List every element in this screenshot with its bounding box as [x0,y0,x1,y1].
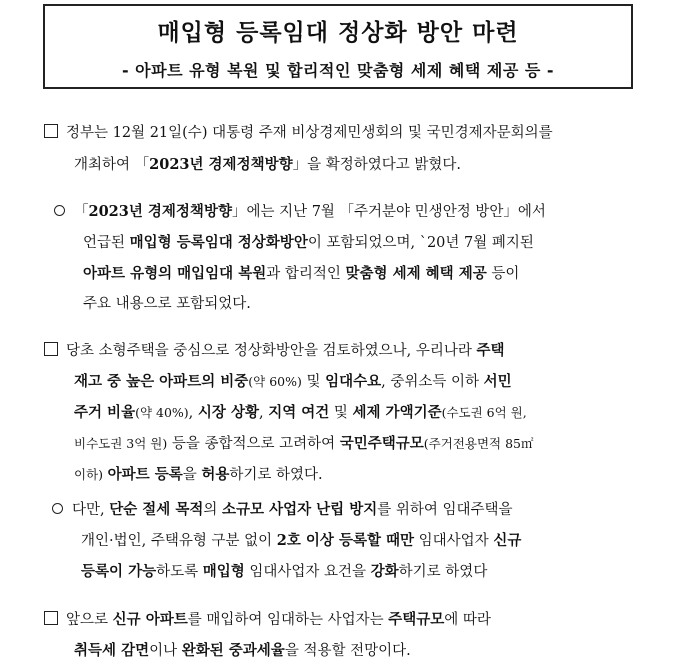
body-text: 을 [182,467,202,483]
emphasis-text: 주택규모 [388,611,445,628]
square-bullet-icon [44,124,58,138]
page-subtitle: - 아파트 유형 복원 및 합리적인 맞춤형 세제 혜택 제공 등 - [121,61,555,80]
body-text: 임대사업자 [414,533,494,549]
body-text: 의 [203,502,222,518]
body-text: 이 포함되었으며, `20년 7월 폐지된 [307,235,534,251]
emphasis-text: 서민 [483,373,512,390]
text-line [44,149,634,180]
body-text: 를 매입하여 임대하는 사업자는 [187,612,389,628]
emphasis-text: 2호 이상 등록할 때만 [276,532,415,549]
emphasis-text: 강화 [370,563,399,580]
body-text: 이하) [74,467,104,482]
emphasis-text: 2023년 경제정책방향 [88,203,232,220]
body-text: (약 60%) [248,374,302,389]
text-line [54,227,636,258]
body-text: 다만, [72,502,110,518]
body-text: 주요 내용으로 포함되었다. [83,296,251,312]
body-text: 」에는 지난 7월 「주거분야 민생안정 방안」에서 [231,204,546,220]
page-title: 매입형 등록임대 정상화 방안 마련 [157,20,519,46]
text-line [52,525,637,556]
body-text: 개최하여 「 [74,157,150,173]
body-text: (주거전용면적 85㎡ [423,436,534,451]
emphasis-text: 매입형 [202,563,245,580]
text-line [44,604,634,635]
body-text: 개인·법인, 주택유형 구분 없이 [81,533,277,549]
body-text: (수도권 6억 원, [441,405,527,420]
text-line [44,335,634,366]
text-line [44,428,634,459]
body-text: 임대사업자 요건을 [244,564,371,580]
body-text: 등이 [486,266,520,282]
body-text: (약 40%) [135,405,189,420]
sub-bullet-paragraph [54,196,636,320]
body-text: 」을 확정하였다고 밝혔다. [292,157,461,173]
emphasis-text: 지역 여건 [268,404,330,421]
body-text: 과 합리적인 [266,266,346,282]
circle-bullet-icon [54,205,65,216]
emphasis-text: 2023년 경제정책방향 [149,156,293,173]
body-text: 하기로 하였다. [229,467,323,483]
body-text: 하도록 [156,564,203,580]
title-box [43,4,633,89]
body-text: 언급된 [83,235,130,251]
emphasis-text: 재고 중 높은 아파트의 비중 [74,373,249,390]
body-text: 앞으로 [66,612,113,628]
emphasis-text: 취득세 감면 [74,642,150,659]
emphasis-text: 매입형 등록임대 정상화방안 [129,234,308,251]
body-text: , 중위소득 이하 [381,374,484,390]
bullet-paragraph [44,335,634,490]
body-text: 비수도권 3억 원) [74,436,168,451]
sub-bullet-paragraph [52,494,637,587]
text-line [44,459,634,490]
emphasis-text: 시장 상황 [197,404,259,421]
body-text: 및 [329,405,353,421]
emphasis-text: 아파트 유형의 매입임대 복원 [83,265,267,282]
emphasis-text: 신규 아파트 [112,611,188,628]
body-text: 을 적용할 전망이다. [284,643,411,659]
emphasis-text: 아파트 등록 [107,466,183,483]
emphasis-text: 국민주택규모 [339,435,424,452]
emphasis-text: 등록이 가능 [81,563,157,580]
body-text: 정부는 12월 21일(수) 대통령 주재 비상경제민생회의 및 국민경제자문회의를 [66,125,553,141]
text-line [54,289,636,320]
body-text: 등을 종합적으로 고려하여 [167,436,340,452]
text-line [52,556,637,587]
text-line [44,397,634,428]
body-text: 및 [301,374,326,390]
text-line [54,258,636,289]
body-text: 이나 [149,643,182,659]
emphasis-text: 맞춤형 세제 혜택 제공 [345,265,487,282]
body-text: 「 [74,204,89,220]
emphasis-text: 주택 [476,342,505,359]
bullet-paragraph [44,118,634,180]
emphasis-text: 허용 [201,466,230,483]
text-line [54,196,636,227]
text-line [44,635,634,666]
emphasis-text: 소규모 사업자 난립 방지 [222,501,378,518]
body-text: , [258,405,269,421]
text-line [52,494,637,525]
text-line [44,366,634,397]
bullet-paragraph [44,604,634,666]
body-text: 에 따라 [444,612,491,628]
emphasis-text: 단순 절세 목적 [109,501,204,518]
emphasis-text: 주거 비율 [74,404,136,421]
emphasis-text: 임대수요 [325,373,382,390]
body-text: 를 위하여 임대주택을 [377,502,513,518]
emphasis-text: 완화된 중과세율 [181,642,285,659]
emphasis-text: 세제 가액기준 [352,404,442,421]
circle-bullet-icon [52,503,63,514]
text-line [44,118,634,149]
square-bullet-icon [44,611,58,625]
square-bullet-icon [44,342,58,356]
emphasis-text: 신규 [493,532,522,549]
body-text: , [188,405,198,421]
body-text: 당초 소형주택을 중심으로 정상화방안을 검토하였으나, 우리나라 [66,343,477,359]
body-text: 하기로 하였다 [398,564,488,580]
